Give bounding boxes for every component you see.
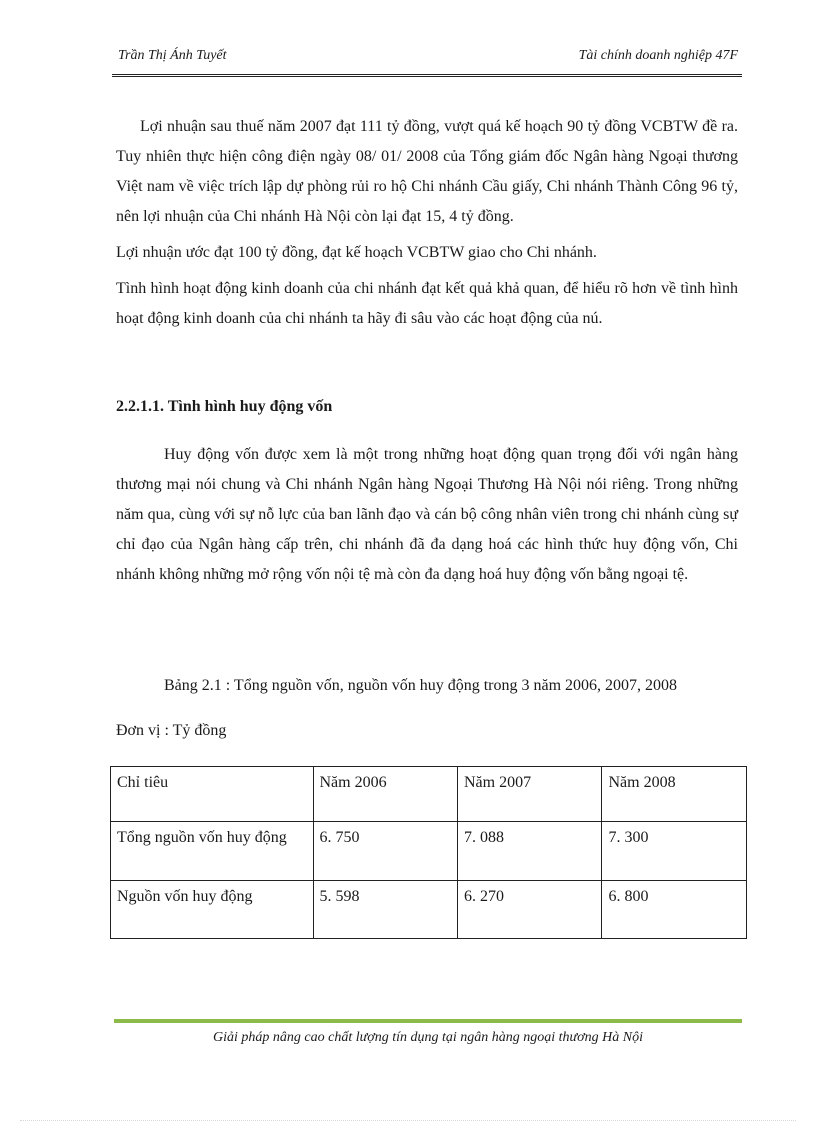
header-course: Tài chính doanh nghiệp 47F <box>578 48 738 63</box>
page-header <box>112 42 742 77</box>
footer-title: Giải pháp nâng cao chất lượng tín dụng tại ngân hàng ngoại thương Hà Nội <box>213 1030 643 1045</box>
table-cell: 6. 750 <box>313 822 457 881</box>
unit-label: Đơn vị : Tỷ đồng <box>116 722 227 739</box>
table-cell: Tổng nguồn vốn huy động <box>111 822 314 881</box>
capital-table <box>110 766 747 939</box>
header-author: Trần Thị Ánh Tuyết <box>118 48 227 63</box>
table-header-cell: Chỉ tiêu <box>111 767 314 822</box>
table-header-cell: Năm 2008 <box>602 767 747 822</box>
table-cell: Nguồn vốn huy động <box>111 881 314 939</box>
table-row <box>111 881 747 939</box>
section-heading: 2.2.1.1. Tình hình huy động vốn <box>116 398 333 415</box>
body-text <box>116 112 738 334</box>
table-cell: 6. 270 <box>457 881 601 939</box>
paragraph-capital-mobilization: Huy động vốn được xem là một trong những hoạt động quan trọng đối với ngân hàng thương mại nói chung và Chi nhánh Ngân hàng Ngoại Thương Hà Nội nói riêng. Trong những năm qua, cùng với sự nỗ lực của ban lãnh đạo và cán bộ công nhân viên trong chi nhánh cùng sự chỉ đạo của Ngân hàng cấp trên, chi nhánh đã đa dạng hoá các hình thức huy động vốn, Chi nhánh không những mở rộng vốn nội tệ mà còn đa dạng hoá huy động vốn bằng ngoại tệ. <box>116 446 738 583</box>
table-cell: 7. 088 <box>457 822 601 881</box>
table-header-row <box>111 767 747 822</box>
table-cell: 7. 300 <box>602 822 747 881</box>
table-cell: 6. 800 <box>602 881 747 939</box>
page-bottom-border <box>20 1120 796 1121</box>
paragraph-profit-estimate: Lợi nhuận ước đạt 100 tỷ đồng, đạt kế hoạch VCBTW giao cho Chi nhánh. <box>116 244 597 261</box>
table-header-cell: Năm 2006 <box>313 767 457 822</box>
paragraph-business-overview: Tình hình hoạt động kinh doanh của chi nhánh đạt kết quả khả quan, để hiểu rõ hơn về tình hình hoạt động kinh doanh của chi nhánh ta hãy đi sâu vào các hoạt động của nú. <box>116 280 738 327</box>
paragraph-profit-2007: Lợi nhuận sau thuế năm 2007 đạt 111 tỷ đồng, vượt quá kế hoạch 90 tỷ đồng VCBTW đề ra. Tuy nhiên thực hiện công điện ngày 08/ 01/ 2008 của Tổng giám đốc Ngân hàng Ngoại thương Việt nam về việc trích lập dự phòng rủi ro hộ Chi nhánh Cầu giấy, Chi nhánh Thành Công 96 tỷ, nên lợi nhuận của Chi nhánh Hà Nội còn lại đạt 15, 4 tỷ đồng. <box>116 118 738 225</box>
table-row <box>111 822 747 881</box>
table-cell: 5. 598 <box>313 881 457 939</box>
body-text-2 <box>116 440 738 590</box>
footer-rule <box>114 1019 742 1023</box>
table-caption: Bảng 2.1 : Tổng nguồn vốn, nguồn vốn huy động trong 3 năm 2006, 2007, 2008 <box>164 677 678 694</box>
table-header-cell: Năm 2007 <box>457 767 601 822</box>
